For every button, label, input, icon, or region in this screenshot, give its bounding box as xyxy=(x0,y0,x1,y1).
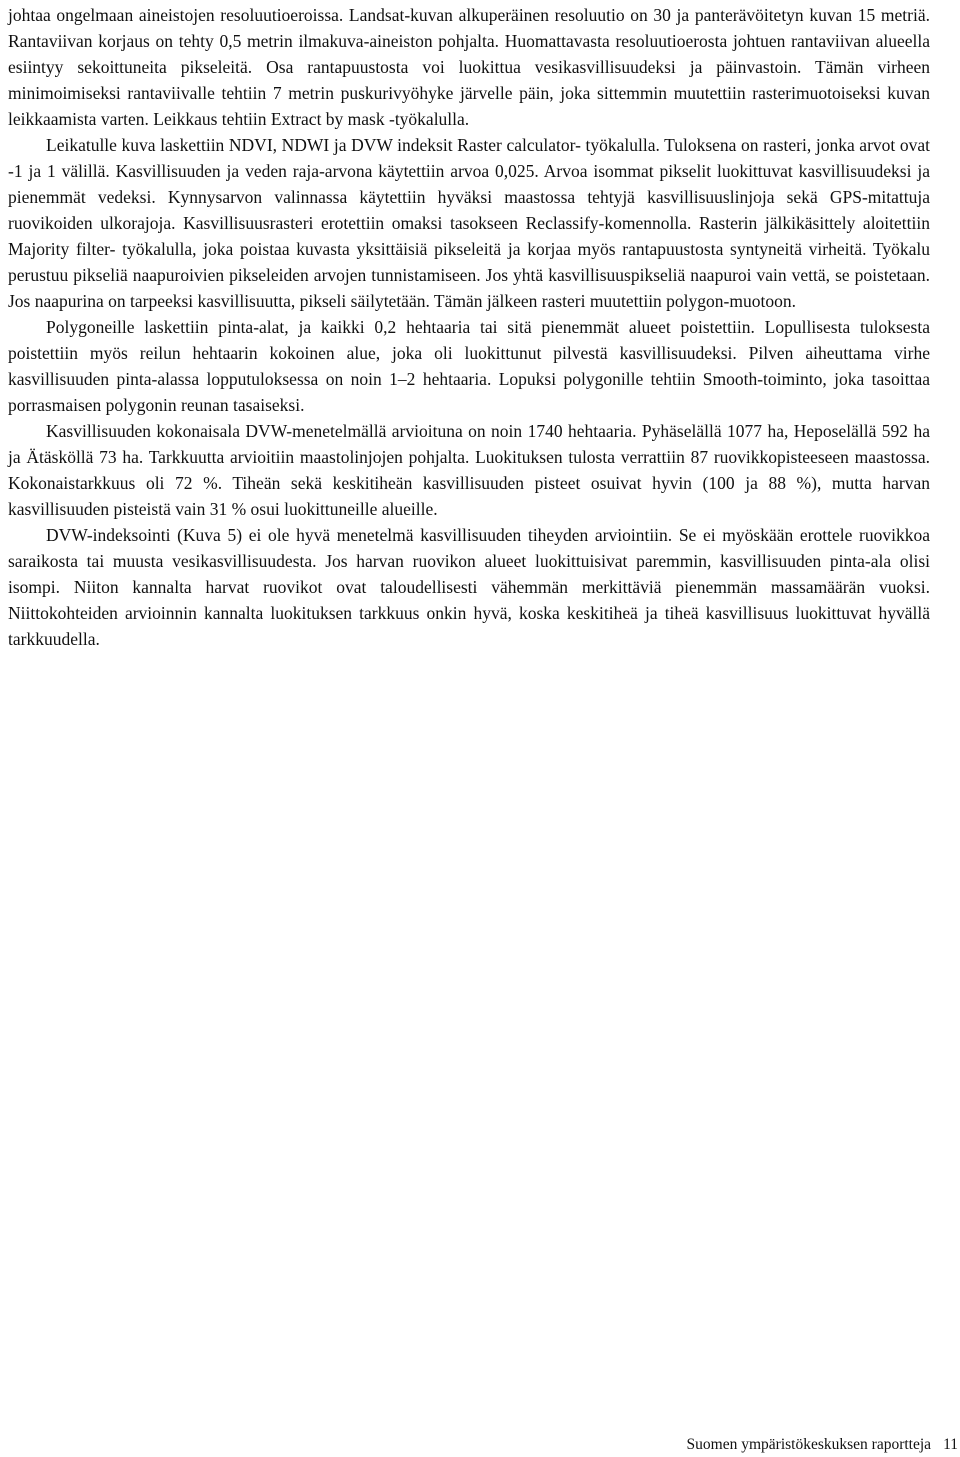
paragraph-vegetation-area: Kasvillisuuden kokonaisala DVW-menetelmällä arvioituna on noin 1740 hehtaaria. Pyhäselällä 1077 ha, Heposelällä 592 ha ja Ätäsköllä 73 ha. Tarkkuutta arvioitiin maastolinjojen pohjalta. Luokituksen tulosta verrattiin 87 ruovikkopisteeseen maastossa. Kokonaistarkkuus oli 72 %. Tiheän sekä keskitiheän kasvillisuuden pisteet osuivat hyvin (100 ja 88 %), mutta harvan kasvillisuuden pisteistä vain 31 % osui luokittuneille alueille. xyxy=(8,421,930,519)
paragraph-dvw-evaluation: DVW-indeksointi (Kuva 5) ei ole hyvä menetelmä kasvillisuuden tiheyden arviointiin. Se ei myöskään erottele ruovikkoa saraikosta tai muusta vesikasvillisuudesta. Jos harvan ruovikon alueet luokittuisivat paremmin, kasvillisuuden pinta-ala olisi isompi. Niiton kannalta harvat ruovikot ovat taloudellisesti vähemmän merkittäviä pienemmän massamäärän vuoksi. Niittokohteiden arvioinnin kannalta luokituksen tarkkuus onkin hyvä, koska keskitiheä ja tiheä kasvillisuus luokittuvat hyvällä tarkkuudella. xyxy=(8,525,930,649)
paragraph-continued: johtaa ongelmaan aineistojen resoluutioeroissa. Landsat-kuvan alkuperäinen resoluutio on 30 ja panterävöitetyn kuvan 15 metriä. Rantaviivan korjaus on tehty 0,5 metrin ilmakuva-aineiston pohjalta. Huomattavasta resoluutioerosta johtuen rantaviivan alueella esiintyy sekoittuneita pikseleitä. Osa rantapuustosta voi luokittua vesikasvillisuudeksi ja päinvastoin. Tämän virheen minimoimiseksi rantaviivalle tehtiin 7 metrin puskurivyöhyke järvelle päin, joka sittemmin muutettiin rasterimuotoiseksi kuvan leikkaamista varten. Leikkaus tehtiin Extract by mask -työkalulla. xyxy=(8,5,930,129)
paragraph-indices: Leikatulle kuva laskettiin NDVI, NDWI ja DVW indeksit Raster calculator- työkalulla. Tuloksena on rasteri, jonka arvot ovat -1 ja 1 välillä. Kasvillisuuden ja veden raja-arvona käytettiin arvoa 0,025. Arvoa isommat pikselit luokittuvat kasvillisuudeksi ja pienemmät vedeksi. Kynnysarvon valinnassa käytettiin hyväksi maastossa tehtyjä kasvillisuuslinjoja sekä GPS-mitattuja ruovikoiden ulkorajoja. Kasvillisuusrasteri erotettiin omaksi tasokseen Reclassify-komennolla. Rasterin jälkikäsittely aloitettiin Majority filter- työkalulla, joka poistaa kuvasta yksittäisiä pikseleitä ja korjaa myös rantapuustosta syntyneitä virheitä. Työkalu perustuu pikseliä naapuroivien pikseleiden arvojen tunnistamiseen. Jos yhtä kasvillisuuspikseliä naapuroi vain vettä, se poistetaan. Jos naapurina on tarpeeksi kasvillisuutta, pikseli säilytetään. Tämän jälkeen rasteri muutettiin polygon-muotoon. xyxy=(8,135,930,311)
page-footer xyxy=(0,1435,958,1455)
paragraph-polygons: Polygoneille laskettiin pinta-alat, ja kaikki 0,2 hehtaaria tai sitä pienemmät alueet poistettiin. Lopullisesta tuloksesta poistettiin myös reilun hehtaarin kokoinen alue, joka oli luokittunut pilvestä kasvillisuudeksi. Pilven aiheuttama virhe kasvillisuuden pinta-alassa lopputuloksessa on noin 1–2 hehtaaria. Lopuksi polygonille tehtiin Smooth-toiminto, joka tasoittaa porrasmaisen polygonin reunan tasaiseksi. xyxy=(8,317,930,415)
page-number: 11 xyxy=(943,1436,958,1453)
publication-series: Suomen ympäristökeskuksen raportteja xyxy=(686,1436,932,1453)
document-body xyxy=(8,2,930,652)
